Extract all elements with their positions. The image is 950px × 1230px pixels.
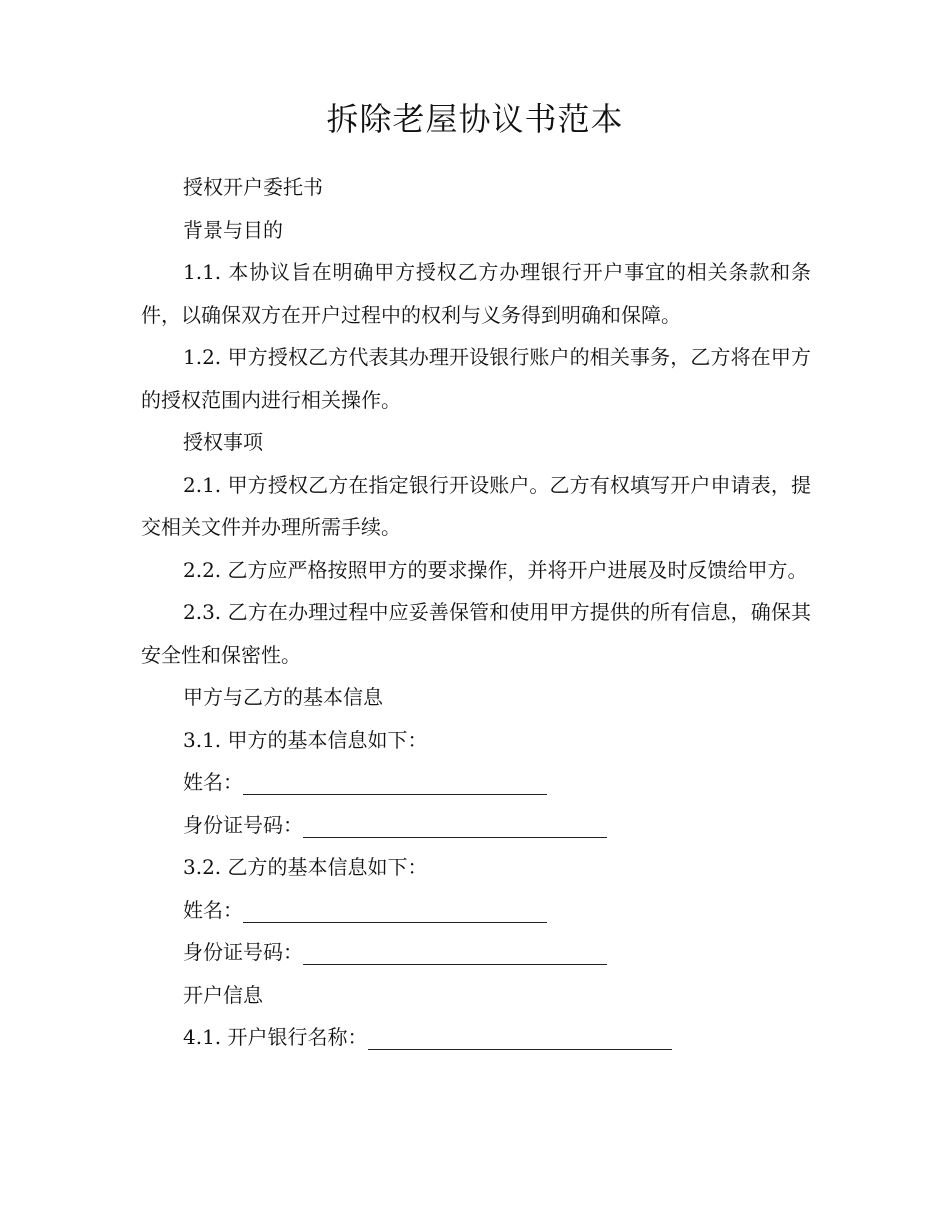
- section-heading: 授权事项: [183, 430, 263, 454]
- document-body: [141, 166, 811, 1059]
- clause-paragraph: 2.2. 乙方应严格按照甲方的要求操作，并将开户进展及时反馈给甲方。: [183, 557, 808, 582]
- document-title: 拆除老屋协议书范本: [326, 100, 624, 138]
- clause-paragraph: 3.1. 甲方的基本信息如下：: [183, 727, 428, 752]
- party-b-id-line: [141, 931, 811, 974]
- field-label: 姓名：: [183, 770, 243, 794]
- clause-paragraph: 2.3. 乙方在办理过程中应妥善保管和使用甲方提供的所有信息，确保其安全性和保密性。: [141, 600, 811, 667]
- party-a-id-blank: [303, 811, 607, 838]
- field-label: 身份证号码：: [183, 812, 303, 837]
- clause-paragraph: 1.2. 甲方授权乙方代表其办理开设银行账户的相关事务，乙方将在甲方的授权范围内进行相关操作。: [141, 345, 811, 412]
- party-a-name-blank: [243, 768, 547, 795]
- party-b-name-line: [141, 889, 811, 932]
- clause-paragraph: 3.2. 乙方的基本信息如下：: [183, 855, 428, 879]
- field-label: 4.1. 开户银行名称：: [183, 1025, 368, 1049]
- paragraph-heading: 授权开户委托书: [183, 175, 323, 199]
- party-b-name-blank: [243, 896, 547, 923]
- bank-name-blank: [368, 1023, 672, 1050]
- section-heading: 甲方与乙方的基本信息: [183, 685, 383, 709]
- section-heading: 开户信息: [183, 982, 263, 1007]
- clause-paragraph: 2.1. 甲方授权乙方在指定银行开设账户。乙方有权填写开户申请表，提交相关文件并办理所需手续。: [141, 472, 811, 539]
- field-label: 姓名：: [183, 897, 243, 922]
- field-label: 身份证号码：: [183, 940, 303, 964]
- clause-paragraph: 1.1. 本协议旨在明确甲方授权乙方办理银行开户事宜的相关条款和条件，以确保双方在开户过程中的权利与义务得到明确和保障。: [141, 260, 811, 327]
- section-heading: 背景与目的: [183, 217, 283, 242]
- bank-name-line: [141, 1016, 811, 1059]
- party-b-id-blank: [303, 938, 607, 965]
- party-a-name-line: [141, 761, 811, 804]
- party-a-id-line: [141, 804, 811, 847]
